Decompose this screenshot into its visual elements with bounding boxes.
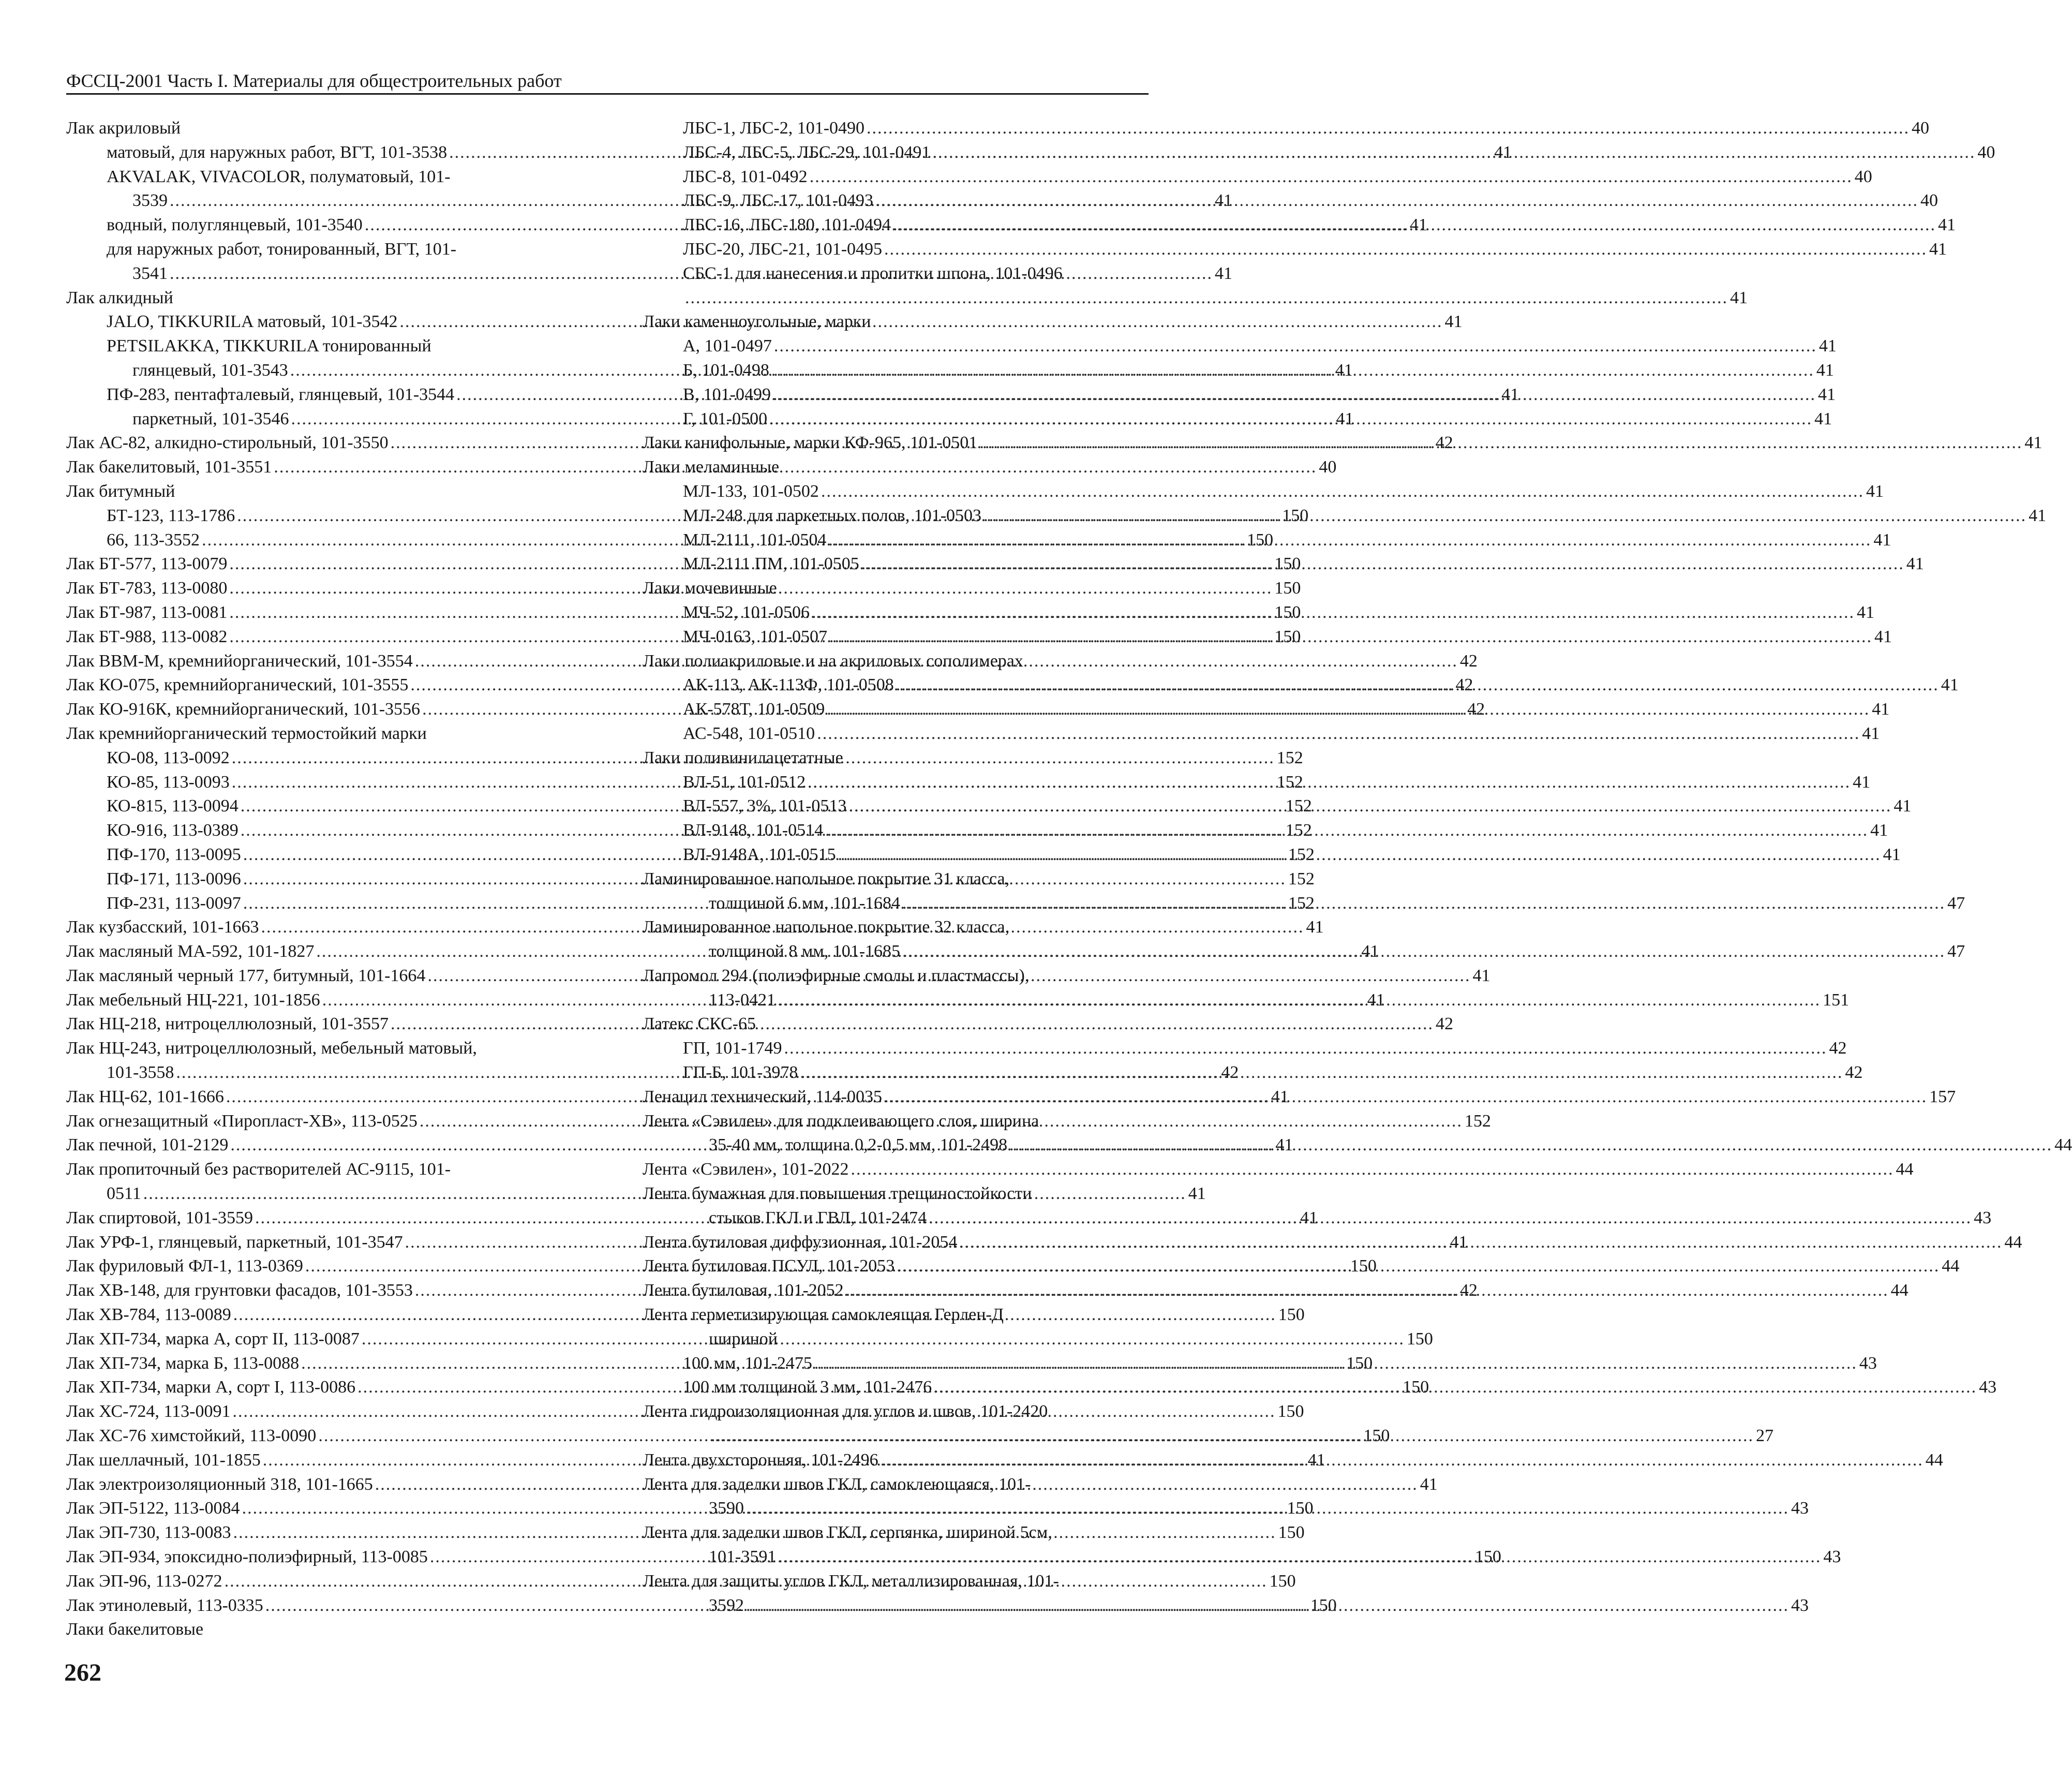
index-entry xyxy=(643,359,1834,383)
index-entry-text: Лак кремнийорганический термостойкий марки xyxy=(66,723,427,743)
index-entry-page: 150 xyxy=(1274,554,1301,574)
index-entry-text: Лаки меламинные xyxy=(643,457,780,477)
index-entry-text: Лак акриловый xyxy=(66,119,181,138)
index-entry-text: Лента для заделки швов ГКЛ, серпянка, шириной 5см, xyxy=(643,1523,1052,1543)
page-header: ФССЦ-2001 Часть I. Материалы для общестроительных работ xyxy=(66,69,1149,95)
index-entry xyxy=(643,1061,1863,1085)
index-entry-text: Лак огнезащитный «Пиропласт-ХВ», 113-0525 xyxy=(66,1111,418,1131)
dot-leader xyxy=(893,213,1936,238)
index-entry-text: ВЛ-557, 3%, 101-0513 xyxy=(683,796,847,816)
index-entry-text: Лак электроизоляционный 318, 101-1665 xyxy=(66,1474,373,1494)
index-entry-text: стыков ГКЛ и ГВЛ, 101-2474 xyxy=(709,1208,927,1227)
index-entry-text: Лаки канифольные, марки КФ-965, 101-0501 xyxy=(643,433,978,453)
index-entry-page: 41 xyxy=(1862,723,1880,743)
dot-leader xyxy=(746,1497,1789,1521)
dot-leader xyxy=(896,673,1939,698)
index-entry xyxy=(643,383,1836,407)
index-entry-text: 101-3591 xyxy=(709,1547,777,1567)
index-entry-page: 47 xyxy=(1947,942,1965,961)
index-entry-text: Лак ХС-724, 113-0091 xyxy=(66,1402,231,1421)
index-entry-page: 42 xyxy=(1829,1039,1847,1058)
dot-leader xyxy=(778,988,1821,1013)
index-entry-text: Лапромол 294 (полиэфирные смолы и пластмассы), xyxy=(643,966,1030,985)
index-entry-page: 41 xyxy=(1300,1208,1318,1227)
index-entry-text: Ленацил технический, 114-0035 xyxy=(643,1087,883,1106)
index-entry-page: 150 xyxy=(1274,602,1301,622)
index-entry-text: 35-40 мм, толщина 0,2-0,5 мм, 101-2498 xyxy=(709,1135,1008,1155)
index-entry-text: МЛ-2111, 101-0504 xyxy=(683,530,827,550)
index-entry-page: 150 xyxy=(1278,1523,1305,1543)
index-entry-page: 42 xyxy=(1459,1281,1478,1300)
index-entry-text: ЛБС-9, ЛБС-17, 101-0493 xyxy=(683,191,874,211)
index-entry-text: Лаки полиакриловые и на акриловых сополимерах xyxy=(643,651,1023,671)
index-entry-page: 43 xyxy=(1791,1595,1809,1615)
index-entry-text: ВЛ-9148А, 101-0515 xyxy=(683,845,836,864)
index-entry-text: Лак НЦ-62, 101-1666 xyxy=(66,1087,224,1106)
index-entry-page: 152 xyxy=(1464,1111,1491,1131)
index-entry-page: 42 xyxy=(1221,1063,1239,1083)
index-entry-page: 152 xyxy=(1276,748,1303,767)
index-entry-text: Лак БТ-988, 113-0082 xyxy=(66,627,228,646)
index-entry-text: 66, 113-3552 xyxy=(107,530,200,550)
index-entry-page: 41 xyxy=(1275,1135,1293,1155)
dot-leader xyxy=(778,1545,1821,1569)
index-entry-text: Лак ЭП-5122, 113-0084 xyxy=(66,1499,240,1518)
index-entry-page: 41 xyxy=(1894,796,1912,816)
index-entry xyxy=(643,238,1947,262)
index-entry-text: Лак НЦ-218, нитроцеллюлозный, 101-3557 xyxy=(66,1014,389,1034)
index-entry-text: 3590 xyxy=(709,1499,744,1518)
index-entry-page: 41 xyxy=(1306,917,1324,937)
dot-leader xyxy=(769,407,1812,432)
index-entry-page: 152 xyxy=(1285,821,1312,840)
index-entry-page: 41 xyxy=(1367,990,1385,1010)
index-entry-page: 44 xyxy=(2004,1232,2022,1252)
index-entry-page: 41 xyxy=(1420,1474,1438,1494)
index-entry xyxy=(643,286,1748,310)
index-entry-page: 150 xyxy=(1282,506,1309,525)
index-entry-page: 150 xyxy=(1274,627,1301,646)
index-entry-text: МЛ-248 для паркетных полов, 101-0503 xyxy=(683,506,982,525)
index-entry-page: 41 xyxy=(1818,336,1837,356)
index-entry-text: JALO, TIKKURILA матовый, 101-3542 xyxy=(107,312,398,332)
index-entry-text: ЛБС-8, 101-0492 xyxy=(683,167,808,186)
dot-leader xyxy=(810,165,1853,189)
index-entry-text: Лента бутиловая, 101-2052 xyxy=(643,1281,844,1300)
dot-leader xyxy=(800,1061,1843,1085)
index-entry-text: Ламинированное напольное покрытие 32 класса, xyxy=(643,917,1010,937)
index-entry-text: толщиной 6 мм, 101-1684 xyxy=(709,893,901,913)
index-entry-text: Лак масляный МА-592, 101-1827 xyxy=(66,942,315,961)
index-entry-page: 42 xyxy=(1436,1014,1453,1034)
index-entry-text: ВЛ-9148, 101-0514 xyxy=(683,821,824,840)
index-entry-page: 40 xyxy=(1319,457,1337,477)
index-entry-page: 41 xyxy=(1730,288,1748,307)
index-entry-page: 41 xyxy=(1444,312,1463,332)
index-entry-page: 42 xyxy=(1459,651,1478,671)
index-entry-page: 41 xyxy=(1941,675,1959,695)
index-entry-text: Лента герметизирующая самоклеящая Герлен-Д xyxy=(643,1305,1004,1325)
index-entry-text: Лак ХС-76 химстойкий, 113-0090 xyxy=(66,1426,317,1446)
index-entry-page: 47 xyxy=(1947,893,1965,913)
dot-leader xyxy=(983,504,2026,528)
index-entry-page: 44 xyxy=(1896,1160,1914,1179)
dot-leader xyxy=(774,334,1817,359)
index-entry-page: 41 xyxy=(1866,481,1884,501)
index-entry-page: 40 xyxy=(1912,119,1930,138)
index-entry-text: Лак УРФ-1, глянцевый, паркетный, 101-3547 xyxy=(66,1232,403,1252)
index-entry-text: КО-916, 113-0389 xyxy=(107,821,238,840)
page-number: 262 xyxy=(64,1659,101,1686)
index-entry-text: Лак спиртовой, 101-3559 xyxy=(66,1208,253,1227)
dot-leader xyxy=(861,552,1904,576)
index-entry-page: 152 xyxy=(1285,796,1312,816)
index-entry-text: Лак БТ-783, 113-0080 xyxy=(66,579,228,598)
index-entry-page: 150 xyxy=(1274,579,1301,598)
index-entry-text: АК-113, АК-113Ф, 101-0508 xyxy=(683,675,894,695)
index-entry-page: 41 xyxy=(1883,845,1901,864)
index-entry-page: 151 xyxy=(1823,990,1850,1010)
index-entry-page: 43 xyxy=(1823,1547,1841,1567)
index-entry-page: 150 xyxy=(1278,1305,1305,1325)
index-entry-page: 152 xyxy=(1276,772,1303,792)
index-entry-text: Лаки поливинилацетатные xyxy=(643,748,843,767)
index-entry-text: водный, полуглянцевый, 101-3540 xyxy=(107,215,363,235)
index-entry-page: 41 xyxy=(1938,215,1956,235)
index-entry-text: Лак кузбасский, 101-1663 xyxy=(66,917,259,937)
dot-leader xyxy=(881,1448,1924,1473)
index-entry-page: 41 xyxy=(2029,506,2047,525)
index-entry-text: БТ-123, 113-1786 xyxy=(107,506,235,525)
index-entry-text: А, 101-0497 xyxy=(683,336,772,356)
index-entry-page: 41 xyxy=(1872,700,1890,719)
dot-leader xyxy=(829,625,1872,649)
index-entry-text: АК-578Т, 101-0509 xyxy=(683,700,825,719)
index-entry-page: 150 xyxy=(1310,1595,1337,1615)
index-entry-page: 41 xyxy=(1450,1232,1468,1252)
index-entry-text: для наружных работ, тонированный, ВГТ, 101- xyxy=(107,239,457,259)
index-entry-page: 150 xyxy=(1474,1547,1501,1567)
index-entry-text: В, 101-0499 xyxy=(683,384,771,404)
index-entry-text: Лак шеллачный, 101-1855 xyxy=(66,1450,261,1470)
dot-leader xyxy=(812,601,1855,625)
index-entry-page: 41 xyxy=(1814,409,1832,428)
dot-leader xyxy=(838,843,1881,867)
index-entry xyxy=(66,1424,1390,1448)
index-entry-page: 41 xyxy=(1215,191,1232,211)
index-entry-page: 44 xyxy=(2054,1135,2072,1155)
index-entry-page: 41 xyxy=(1361,942,1379,961)
dot-leader xyxy=(808,771,1851,795)
index-entry-text: Лента для защиты углов ГКЛ, металлизированная, 101- xyxy=(643,1571,1059,1591)
index-entry-text: Лента для заделки швов ГКЛ, самоклеющаяся, 101- xyxy=(643,1474,1031,1494)
index-entry-page: 42 xyxy=(1467,700,1485,719)
index-entry-text: ЛБС-4, ЛБС-5, ЛБС-29, 101-0491 xyxy=(683,142,931,162)
index-entry-text: ПФ-171, 113-0096 xyxy=(107,869,241,888)
index-entry-text: АС-548, 101-0510 xyxy=(683,723,815,743)
index-entry-text: Лак КО-916К, кремнийорганический, 101-3556 xyxy=(66,700,421,719)
index-entry-text: толщиной 8 мм, 101-1685 xyxy=(709,942,901,961)
dot-leader xyxy=(902,940,1945,964)
index-entry-text: Лента двухсторонняя, 101-2496 xyxy=(643,1450,878,1470)
dot-leader xyxy=(825,819,1868,843)
index-entry-text: Лак ХП-734, марки А, сорт I, 113-0086 xyxy=(66,1378,356,1397)
index-entry xyxy=(643,334,1837,359)
index-entry-page: 150 xyxy=(1406,1329,1433,1349)
index-entry-text: Лента «Сэвилен», 101-2022 xyxy=(643,1160,849,1179)
index-entry-text: Лак БТ-577, 113-0079 xyxy=(66,554,228,574)
index-entry-text: ПФ-231, 113-0097 xyxy=(107,893,241,913)
index-entry-text: Латекс СКС-65 xyxy=(643,1014,756,1034)
index-entry-text: ЛБС-20, ЛБС-21, 101-0495 xyxy=(683,239,883,259)
index-entry-text: Лак бакелитовый, 101-3551 xyxy=(66,457,272,477)
dot-leader xyxy=(817,722,1860,746)
dot-leader xyxy=(685,286,1728,310)
index-entry-text: 3539 xyxy=(132,191,168,211)
index-entry-page: 150 xyxy=(1287,1499,1314,1518)
index-entry-page: 41 xyxy=(2024,433,2043,453)
index-entry-text: Г, 101-0500 xyxy=(683,409,768,428)
dot-leader xyxy=(827,698,1870,722)
dot-leader xyxy=(821,480,1864,504)
index-entry-text: Лак этинолевый, 113-0335 xyxy=(66,1595,263,1615)
index-entry-page: 41 xyxy=(1215,263,1232,283)
index-entry-text: Б, 101-0498 xyxy=(683,360,769,380)
index-entry-page: 43 xyxy=(1974,1208,1992,1227)
index-entry-text: Лак АС-82, алкидно-стирольный, 101-3550 xyxy=(66,433,389,453)
index-entry-text: Лак фуриловый ФЛ-1, 113-0369 xyxy=(66,1256,303,1276)
index-entry-text: Лента бутиловая диффузионная, 101-2054 xyxy=(643,1232,958,1252)
index-entry-page: 41 xyxy=(1501,384,1519,404)
index-entry-text: ЛБС-16, ЛБС-180, 101-0494 xyxy=(683,215,891,235)
index-entry-page: 41 xyxy=(1906,554,1924,574)
index-entry-text: Лак НЦ-243, нитроцеллюлозный, мебельный матовый, xyxy=(66,1039,477,1058)
index-entry-text: 0511 xyxy=(107,1184,141,1204)
index-entry-page: 152 xyxy=(1288,845,1315,864)
dot-leader xyxy=(711,1424,1754,1448)
index-entry-page: 41 xyxy=(1336,409,1354,428)
index-entry-page: 42 xyxy=(1455,675,1473,695)
index-entry-text: Лак пропиточный без растворителей АС-9115, 101- xyxy=(66,1160,451,1179)
dot-leader xyxy=(875,189,1918,213)
index-entry-text: МЧ-0163, 101-0507 xyxy=(683,627,827,646)
index-entry-text: 100 мм толщиной 3 мм, 101-2476 xyxy=(683,1378,932,1397)
index-entry-page: 41 xyxy=(1816,360,1834,380)
index-entry-page: 40 xyxy=(1977,142,1995,162)
index-entry-page: 41 xyxy=(1335,360,1353,380)
index-entry-text: Лаки бакелитовые xyxy=(66,1620,204,1639)
index-entry-page: 152 xyxy=(1288,869,1315,888)
index-entry-page: 41 xyxy=(1853,772,1871,792)
dot-leader xyxy=(934,1375,1977,1400)
index-entry-text: ГП-Б, 101-3978 xyxy=(683,1063,798,1083)
index-entry-text: 113-0421 xyxy=(709,990,776,1010)
dot-leader xyxy=(867,116,1910,141)
index-entry-text: Лента гидроизоляционная для углов и швов, 101-2420 xyxy=(643,1402,1048,1421)
index-entry-page: 40 xyxy=(1920,191,1939,211)
index-entry-page: 44 xyxy=(1925,1450,1943,1470)
dot-leader xyxy=(929,1206,1972,1231)
dot-leader xyxy=(979,431,2022,455)
dot-leader xyxy=(846,1279,1889,1303)
index-entry xyxy=(643,407,1832,432)
index-entry-text: Лак ЭП-96, 113-0272 xyxy=(66,1571,222,1591)
index-entry-page: 150 xyxy=(1247,530,1274,550)
index-entry xyxy=(643,1036,1847,1061)
index-entry-text: Лента бумажная для повышения трещиностойкости xyxy=(643,1184,1032,1204)
index-entry xyxy=(643,213,1956,238)
dot-leader xyxy=(932,141,1975,165)
dot-leader xyxy=(902,892,1945,916)
dot-leader xyxy=(848,794,1891,819)
dot-leader xyxy=(1009,1133,2052,1158)
index-entry-text: 3541 xyxy=(132,263,168,283)
index-entry-text: шириной xyxy=(709,1329,778,1349)
index-entry-page: 150 xyxy=(1350,1256,1377,1276)
index-entry-page: 150 xyxy=(1403,1378,1429,1397)
index-entry-page: 41 xyxy=(1870,821,1888,840)
index-entry-page: 157 xyxy=(1929,1087,1956,1106)
index-entry-text: Лак битумный xyxy=(66,481,175,501)
index-entry-page: 150 xyxy=(1363,1426,1390,1446)
index-entry xyxy=(643,1158,1914,1182)
index-entry-page: 40 xyxy=(1854,167,1872,186)
index-entry-text: глянцевый, 101-3543 xyxy=(132,360,288,380)
index-entry-text: КО-85, 113-0093 xyxy=(107,772,230,792)
index-entry-text: 101-3558 xyxy=(107,1063,174,1083)
index-entry-text: Лак мебельный НЦ-221, 101-1856 xyxy=(66,990,320,1010)
index-entry-page: 150 xyxy=(1346,1353,1373,1373)
index-entry-text: PETSILAKKA, TIKKURILA тонированный xyxy=(107,336,431,356)
index-entry-text: Лаки мочевинные xyxy=(643,579,777,598)
dot-leader xyxy=(784,1036,1827,1061)
index-entry-text: Лак печной, 101-2129 xyxy=(66,1135,229,1155)
index-entry-page: 150 xyxy=(1269,1571,1296,1591)
index-entry-page: 41 xyxy=(1409,215,1427,235)
dot-leader xyxy=(828,528,1871,553)
dot-leader xyxy=(884,238,1927,262)
dot-leader xyxy=(897,1254,1940,1279)
index-entry-text: 100 мм, 101-2475 xyxy=(683,1353,812,1373)
index-entry xyxy=(643,116,1930,141)
index-entry-text: МЛ-133, 101-0502 xyxy=(683,481,819,501)
index-entry-page: 41 xyxy=(1494,142,1512,162)
index-entry-page: 41 xyxy=(1818,384,1836,404)
index-entry-text: Лак алкидный xyxy=(66,288,173,307)
index-entry-text: ПФ-283, пентафталевый, глянцевый, 101-3544 xyxy=(107,384,455,404)
index-entry-page: 43 xyxy=(1791,1499,1809,1518)
dot-leader xyxy=(746,1594,1789,1618)
index-entry-page: 43 xyxy=(1979,1378,1997,1397)
index-entry-text: МЧ-52, 101-0506 xyxy=(683,602,810,622)
index-entry-page: 41 xyxy=(1307,1450,1325,1470)
index-entry xyxy=(643,165,1872,189)
index-entry-text: Лак ЭП-730, 113-0083 xyxy=(66,1523,231,1543)
index-entry-text: Лак ХП-734, марка Б, 113-0088 xyxy=(66,1353,300,1373)
index-entry-page: 41 xyxy=(1271,1087,1289,1106)
index-entry-text: Лак ХВ-148, для грунтовки фасадов, 101-3553 xyxy=(66,1281,413,1300)
index-entry-text: МЛ-2111 ПМ, 101-0505 xyxy=(683,554,859,574)
index-entry-page: 41 xyxy=(1874,627,1892,646)
index-entry-text: ВЛ-51, 101-0512 xyxy=(683,772,806,792)
dot-leader xyxy=(773,383,1816,407)
index-entry-text: Лента «Сэвилен» для подклеивающего слоя, ширина xyxy=(643,1111,1039,1131)
index-entry-text: Лак КО-075, кремнийорганический, 101-3555 xyxy=(66,675,409,695)
index-entry-page: 41 xyxy=(1856,602,1874,622)
index-entry-page: 42 xyxy=(1845,1063,1863,1083)
index-entry xyxy=(643,722,1880,746)
index-entry-text: ГП, 101-1749 xyxy=(683,1039,782,1058)
index-entry-text: AKVALAK, VIVACOLOR, полуматовый, 101- xyxy=(107,167,451,186)
index-entry-page: 41 xyxy=(1929,239,1947,259)
index-entry-page: 27 xyxy=(1756,1426,1773,1446)
index-entry-text: Лак ЭП-934, эпоксидно-полиэфирный, 113-0085 xyxy=(66,1547,428,1567)
index-entry-page: 44 xyxy=(1890,1281,1909,1300)
index-entry-text: 3592 xyxy=(709,1595,744,1615)
index-entry-text: Лак ХВ-784, 113-0089 xyxy=(66,1305,231,1325)
index-entry-page: 43 xyxy=(1859,1353,1877,1373)
index-entry xyxy=(643,480,1884,504)
index-entry-page: 44 xyxy=(1942,1256,1960,1276)
dot-leader xyxy=(771,359,1814,383)
index-entry-page: 152 xyxy=(1288,893,1315,913)
dot-leader xyxy=(851,1158,1894,1182)
index-entry-page: 42 xyxy=(1435,433,1453,453)
index-entry-text: Лак масляный черный 177, битумный, 101-1664 xyxy=(66,966,426,985)
index-entry-text: матовый, для наружных работ, ВГТ, 101-3538 xyxy=(107,142,448,162)
index-entry-text: КО-08, 113-0092 xyxy=(107,748,230,767)
index-entry-text: Лаки каменноугольные, марки xyxy=(643,312,871,332)
index-entry-page: 41 xyxy=(1472,966,1490,985)
index-entry-text: ЛБС-1, ЛБС-2, 101-0490 xyxy=(683,119,865,138)
index-entry-text: КО-815, 113-0094 xyxy=(107,796,238,816)
index-entry-text: Лента бутиловая ПСУЛ, 101-2053 xyxy=(643,1256,895,1276)
index-entry-text: ПФ-170, 113-0095 xyxy=(107,845,241,864)
index-entry-text: Лак ВВМ-М, кремнийорганический, 101-3554 xyxy=(66,651,413,671)
index-entry-text: Лак ХП-734, марка А, сорт II, 113-0087 xyxy=(66,1329,360,1349)
index-entry-text: Ламинированное напольное покрытие 31 класса, xyxy=(643,869,1010,888)
index-entry-page: 41 xyxy=(1873,530,1891,550)
dot-leader xyxy=(884,1085,1927,1109)
index-entry-text: Лак БТ-987, 113-0081 xyxy=(66,602,228,622)
index-entry-page: 150 xyxy=(1277,1402,1304,1421)
index-entry-page: 41 xyxy=(1188,1184,1206,1204)
index-entry-text: паркетный, 101-3546 xyxy=(132,409,289,428)
index-entry-text: СБС-1 для нанесения и пропитки шпона, 101-0496 xyxy=(683,263,1063,283)
dot-leader xyxy=(959,1231,2002,1255)
dot-leader xyxy=(814,1352,1857,1376)
